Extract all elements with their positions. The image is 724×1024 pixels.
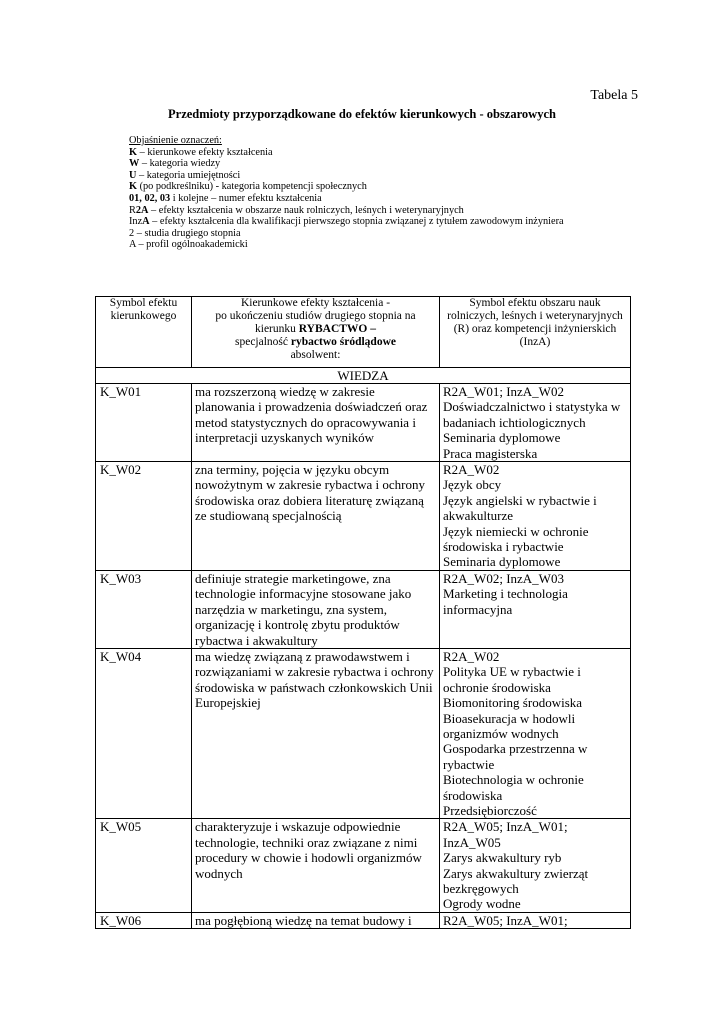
effect-code: K_W01 bbox=[96, 384, 192, 462]
effect-symbols: R2A_W05; InzA_W01; bbox=[440, 912, 631, 928]
table-row bbox=[96, 819, 631, 912]
legend-item: W – kategoria wiedzy bbox=[129, 158, 221, 170]
legend-item: R2A – efekty kształcenia w obszarze nauk rolniczych, leśnych i weterynaryjnych bbox=[129, 204, 464, 216]
table-row bbox=[96, 462, 631, 571]
table-row bbox=[96, 912, 631, 928]
header-area-col: Symbol efektu obszaru nauk rolniczych, leśnych i weterynaryjnych (R) oraz kompetencji inżynierskich (InzA) bbox=[440, 297, 631, 368]
table-row bbox=[96, 648, 631, 818]
effect-code: K_W05 bbox=[96, 819, 192, 912]
legend-item: 01, 02, 03 i kolejne – numer efektu kształcenia bbox=[129, 192, 322, 204]
effect-code: K_W02 bbox=[96, 462, 192, 571]
legend-item: K – kierunkowe efekty kształcenia bbox=[129, 146, 273, 158]
legend-item: K (po podkreślniku) - kategoria kompetencji społecznych bbox=[129, 181, 367, 193]
effect-code: K_W04 bbox=[96, 648, 192, 818]
header-effects-col: Kierunkowe efekty kształcenia - po ukończeniu studiów drugiego stopnia na kierunku RYBACTWO – specjalność rybactwo śródlądowe absolwent: bbox=[192, 297, 440, 368]
effect-description: definiuje strategie marketingowe, zna technologie informacyjne stosowane jako narzędzia w marketingu, zna system, organizację i kontrolę zbytu produktów rybactwa i akwakultury bbox=[192, 570, 440, 648]
legend bbox=[129, 135, 669, 251]
effect-code: K_W03 bbox=[96, 570, 192, 648]
effect-description: ma wiedzę związaną z prawodawstwem i rozwiązaniami w zakresie rybactwa i ochrony środowiska w państwach członkowskich Unii Europejskiej bbox=[192, 648, 440, 818]
table-number-label: Tabela 5 bbox=[590, 88, 638, 103]
page-title: Przedmioty przyporządkowane do efektów kierunkowych - obszarowych bbox=[168, 107, 556, 121]
effect-description: ma pogłębioną wiedzę na temat budowy i bbox=[192, 912, 440, 928]
effect-symbols: R2A_W02 Polityka UE w rybactwie i ochronie środowiska Biomonitoring środowiska Bioasekuracja w hodowli organizmów wodnych Gospodarka przestrzenna w rybactwie Biotechnologia w ochronie środowiska Przedsiębiorczość bbox=[440, 648, 631, 818]
legend-item: 2 – studia drugiego stopnia bbox=[129, 227, 241, 239]
effect-symbols: R2A_W02; InzA_W03 Marketing i technologia informacyjna bbox=[440, 570, 631, 648]
effect-description: ma rozszerzoną wiedzę w zakresie planowania i prowadzenia doświadczeń oraz metod statystycznych do opracowywania i interpretacji uzyskanych wyników bbox=[192, 384, 440, 462]
legend-item: A – profil ogólnoakademicki bbox=[129, 239, 248, 251]
effect-symbols: R2A_W05; InzA_W01; InzA_W05 Zarys akwakultury ryb Zarys akwakultury zwierząt bezkręgowych Ogrody wodne bbox=[440, 819, 631, 912]
legend-heading: Objaśnienie oznaczeń: bbox=[129, 135, 222, 146]
effects-table bbox=[95, 296, 631, 929]
effect-description: charakteryzuje i wskazuje odpowiednie technologie, techniki oraz związane z nimi procedury w chowie i hodowli organizmów wodnych bbox=[192, 819, 440, 912]
table-row bbox=[96, 384, 631, 462]
effect-symbols: R2A_W01; InzA_W02 Doświadczalnictwo i statystyka w badaniach ichtiologicznych Seminaria dyplomowe Praca magisterska bbox=[440, 384, 631, 462]
legend-item: U – kategoria umiejętności bbox=[129, 169, 241, 181]
section-title: WIEDZA bbox=[96, 368, 631, 384]
header-symbol-col: Symbol efektu kierunkowego bbox=[96, 297, 192, 368]
effect-description: zna terminy, pojęcia w języku obcym nowożytnym w zakresie rybactwa i ochrony środowiska oraz dobiera literaturę związaną ze studiowaną specjalnością bbox=[192, 462, 440, 571]
table-header-row bbox=[96, 297, 631, 368]
legend-item: InzA – efekty kształcenia dla kwalifikacji pierwszego stopnia związanej z tytułem zawodowym inżyniera bbox=[129, 216, 564, 228]
effect-symbols: R2A_W02 Język obcy Język angielski w rybactwie i akwakulturze Język niemiecki w ochronie środowiska i rybactwie Seminaria dyplomowe bbox=[440, 462, 631, 571]
section-row bbox=[96, 368, 631, 384]
effect-code: K_W06 bbox=[96, 912, 192, 928]
table-row bbox=[96, 570, 631, 648]
